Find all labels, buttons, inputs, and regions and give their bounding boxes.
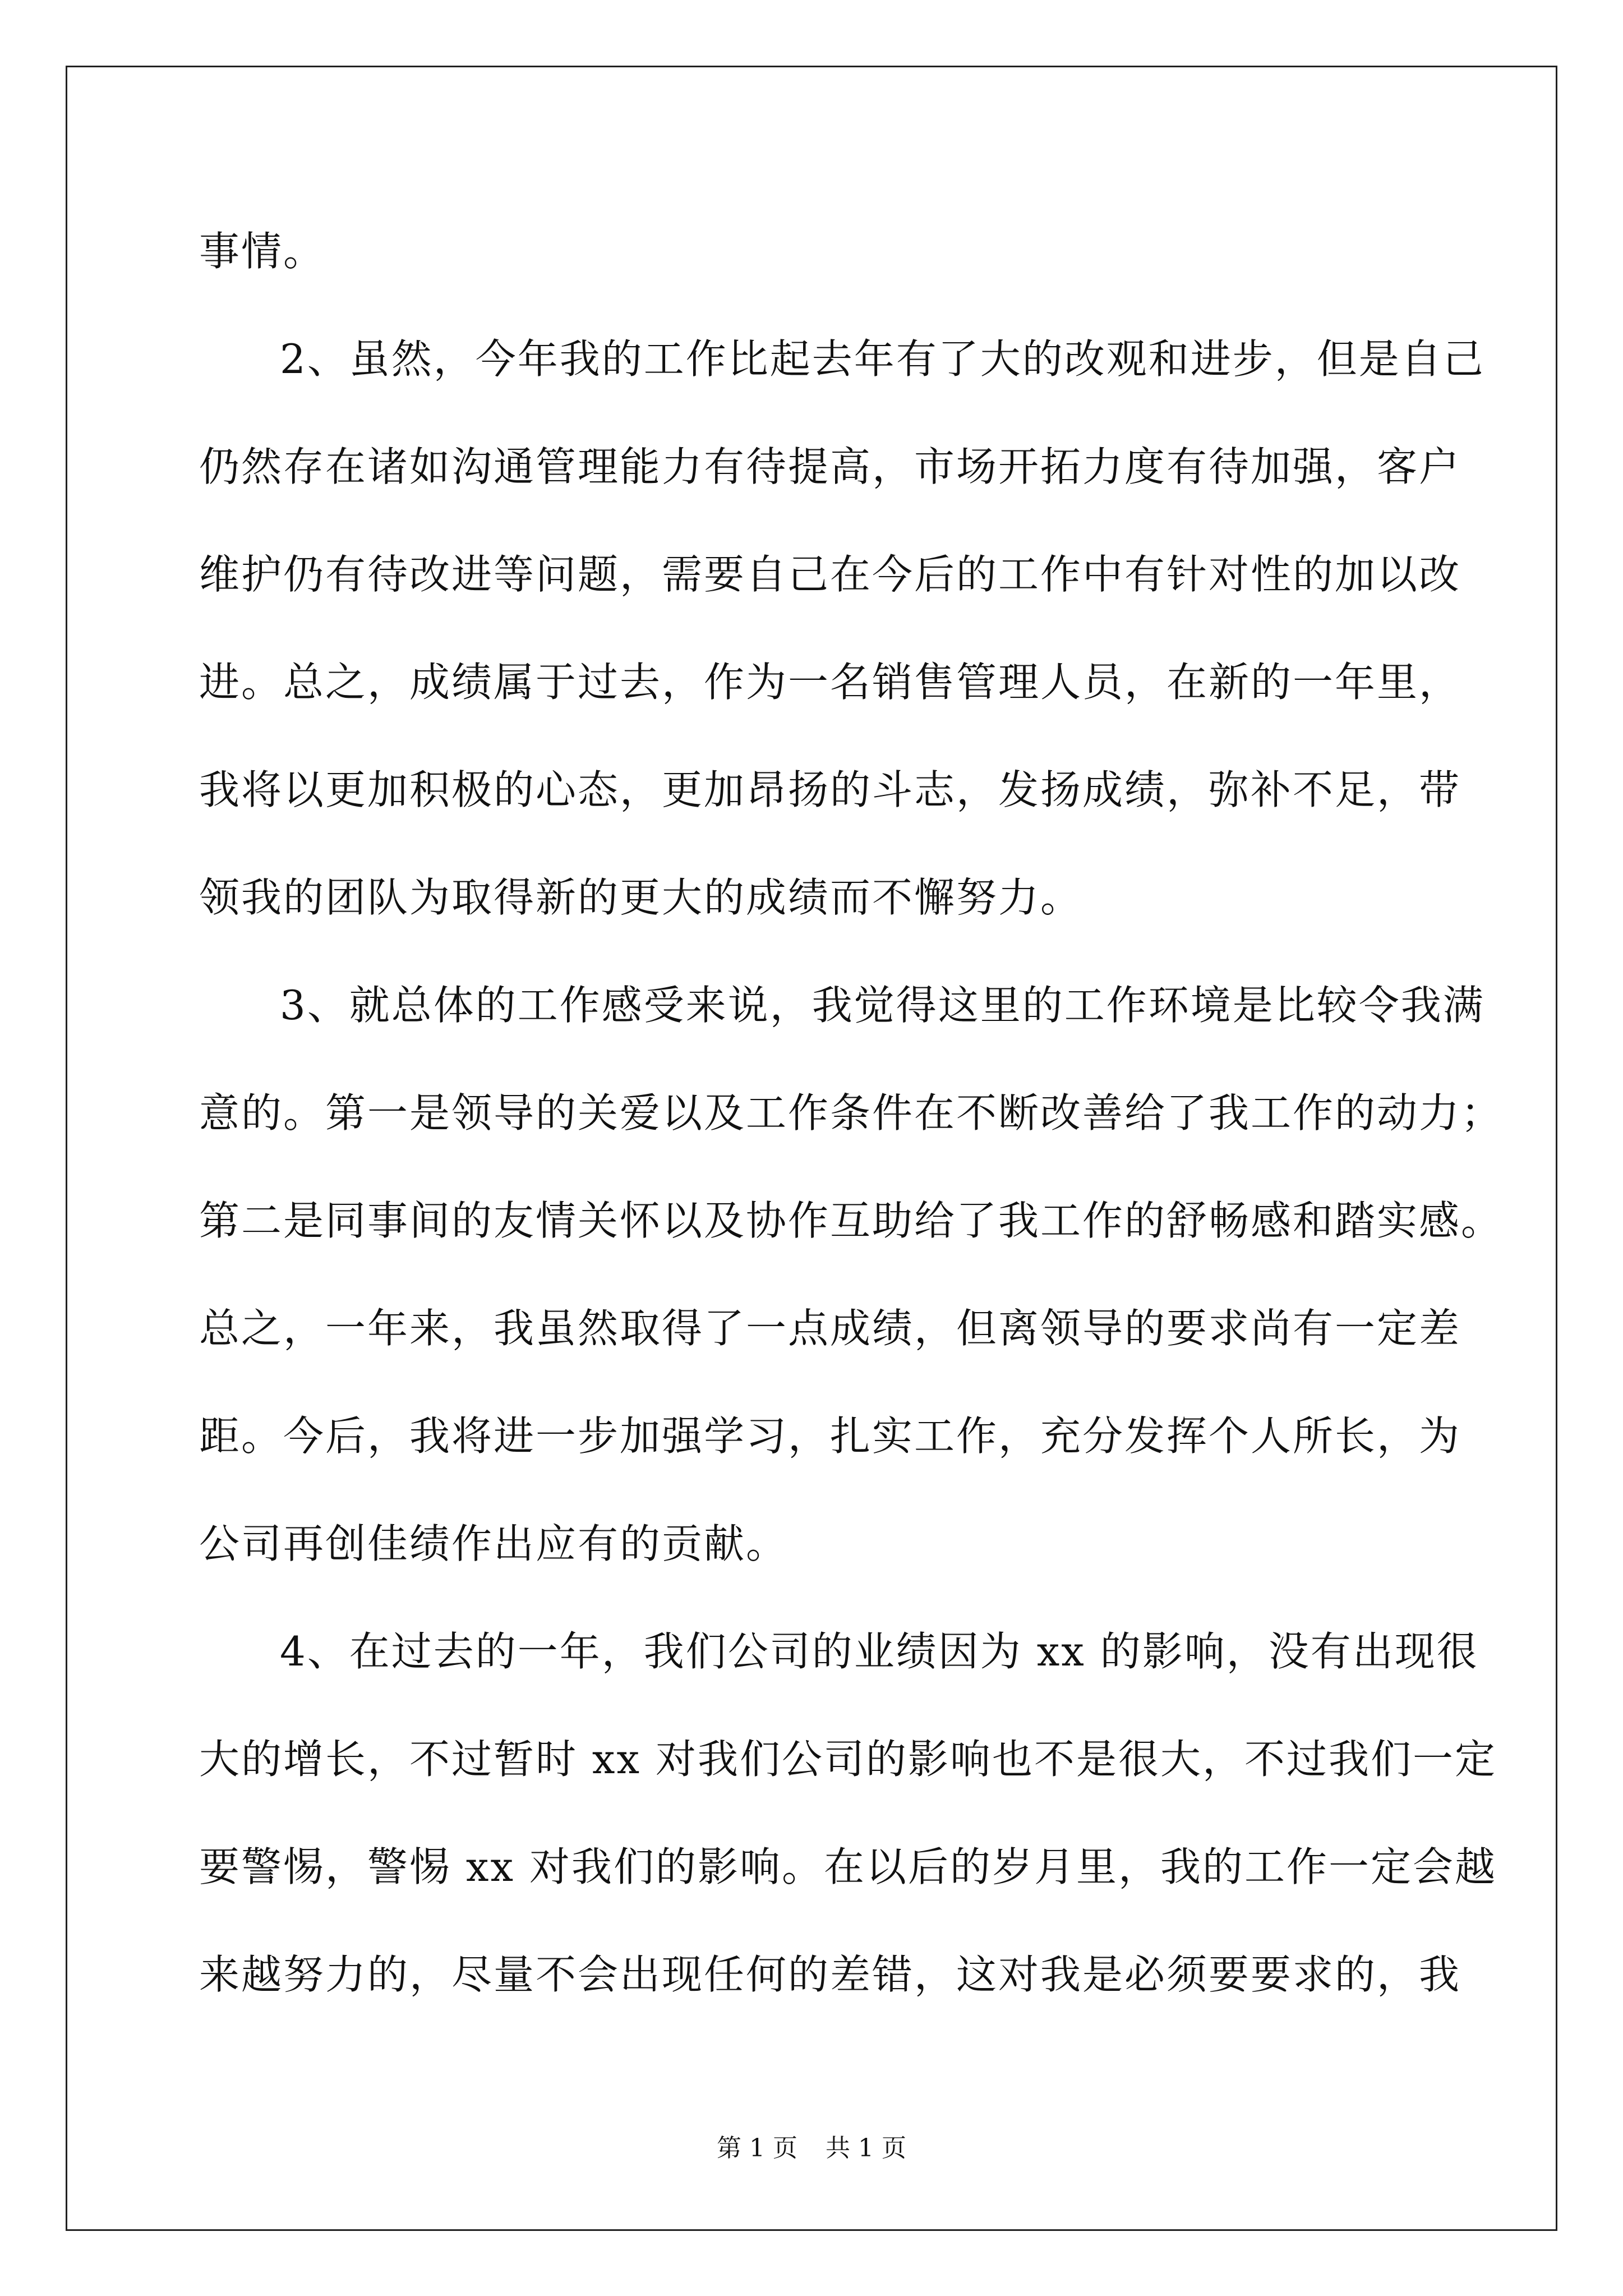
text-line: 第二是同事间的友情关怀以及协作互助给了我工作的舒畅感和踏实感。 — [199, 1197, 1504, 1244]
text-line: 大的增长，不过暂时 xx 对我们公司的影响也不是很大，不过我们一定 — [199, 1736, 1497, 1783]
text-line: 要警惕，警惕 xx 对我们的影响。在以后的岁月里，我的工作一定会越 — [199, 1843, 1497, 1890]
text-line: 2、虽然，今年我的工作比起去年有了大的改观和进步，但是自己 — [280, 335, 1485, 383]
text-line: 仍然存在诸如沟通管理能力有待提高，市场开拓力度有待加强，客户 — [199, 443, 1461, 490]
text-line: 3、就总体的工作感受来说，我觉得这里的工作环境是比较令我满 — [280, 982, 1485, 1029]
text-line: 维护仍有待改进等问题，需要自己在今后的工作中有针对性的加以改 — [199, 551, 1461, 598]
text-line: 领我的团队为取得新的更大的成绩而不懈努力。 — [199, 874, 1083, 921]
text-line: 来越努力的，尽量不会出现任何的差错，这对我是必须要要求的，我 — [199, 1951, 1461, 1998]
text-line: 事情。 — [199, 228, 326, 275]
text-line: 我将以更加积极的心态，更加昂扬的斗志，发扬成绩，弥补不足，带 — [199, 766, 1461, 813]
page-number: 第 1 页 — [717, 2134, 797, 2162]
page-footer — [0, 2132, 1623, 2165]
text-line: 4、在过去的一年，我们公司的业绩因为 xx 的影响，没有出现很 — [280, 1628, 1479, 1675]
text-line: 总之，一年来，我虽然取得了一点成绩，但离领导的要求尚有一定差 — [199, 1305, 1461, 1352]
page-total: 共 1 页 — [826, 2134, 906, 2162]
text-line: 公司再创佳绩作出应有的贡献。 — [199, 1520, 789, 1567]
document-body — [199, 218, 1504, 2049]
text-line: 进。总之，成绩属于过去，作为一名销售管理人员，在新的一年里， — [199, 659, 1461, 706]
text-line: 距。今后，我将进一步加强学习，扎实工作，充分发挥个人所长，为 — [199, 1412, 1461, 1460]
text-line: 意的。第一是领导的关爱以及工作条件在不断改善给了我工作的动力； — [199, 1089, 1504, 1137]
